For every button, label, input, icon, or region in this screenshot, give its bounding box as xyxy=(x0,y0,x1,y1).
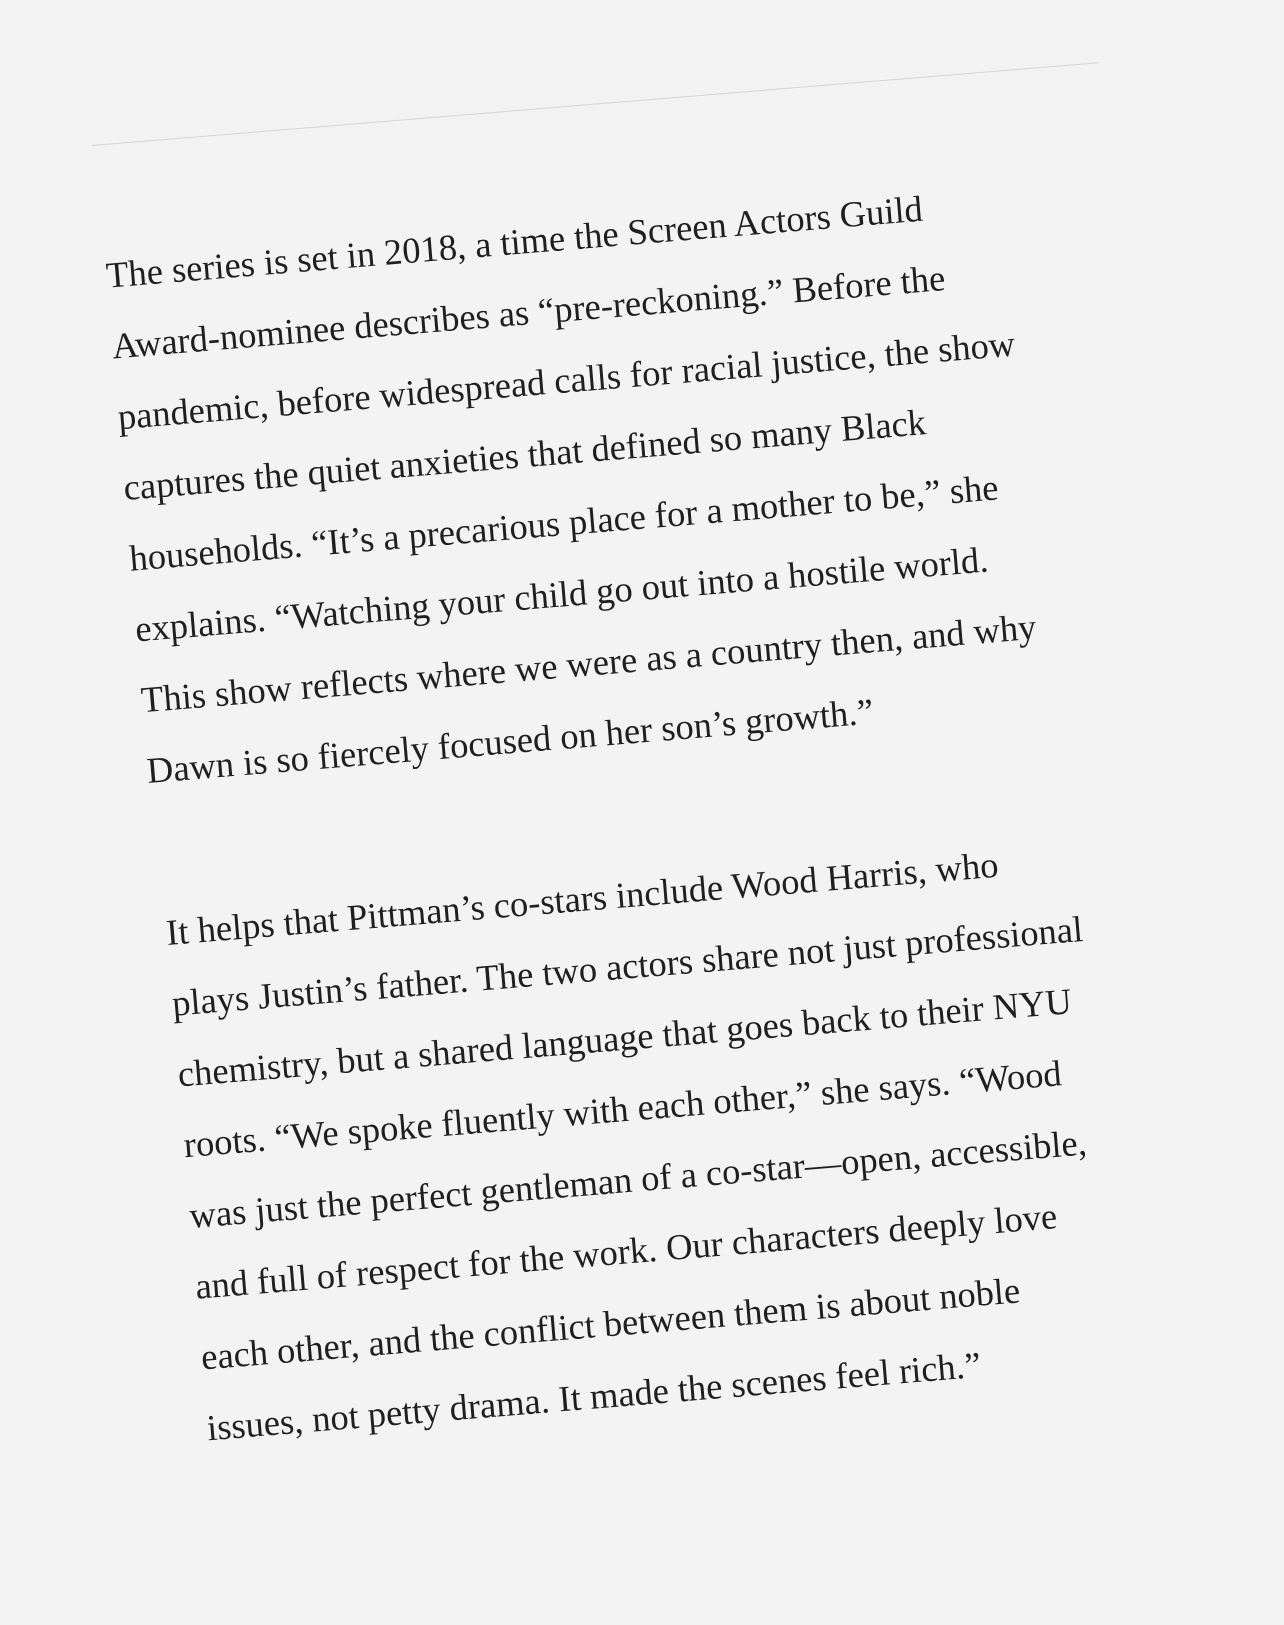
divider-rule xyxy=(92,62,1099,146)
paragraph-1: The series is set in 2018, a time the Screen Actors Guild Award-nominee describes as “pre-reckoning.” Before the pandemic, before widespread calls for racial justice, the show captures the quiet anxieties that defined so many Black households. “It’s a precarious place for a mother to be,” she explains. “Watching your child go out into a hostile world. This show reflects where we were as a country then, and why Dawn is so fiercely focused on her son’s growth.” xyxy=(104,187,1038,792)
paragraph-2: It helps that Pittman’s co-stars include Wood Harris, who plays Justin’s father. The two actors share not just professional chemistry, but a shared language that goes back to their NYU roots. “We spoke fluently with each other,” she says. “Wood was just the perfect gentleman of a co-star—open, accessible, and full of respect for the work. Our characters deeply love each other, and the conflict between them is about noble issues, not petty drama. It made the scenes feel rich.” xyxy=(164,843,1089,1449)
article-body xyxy=(100,118,1097,1449)
